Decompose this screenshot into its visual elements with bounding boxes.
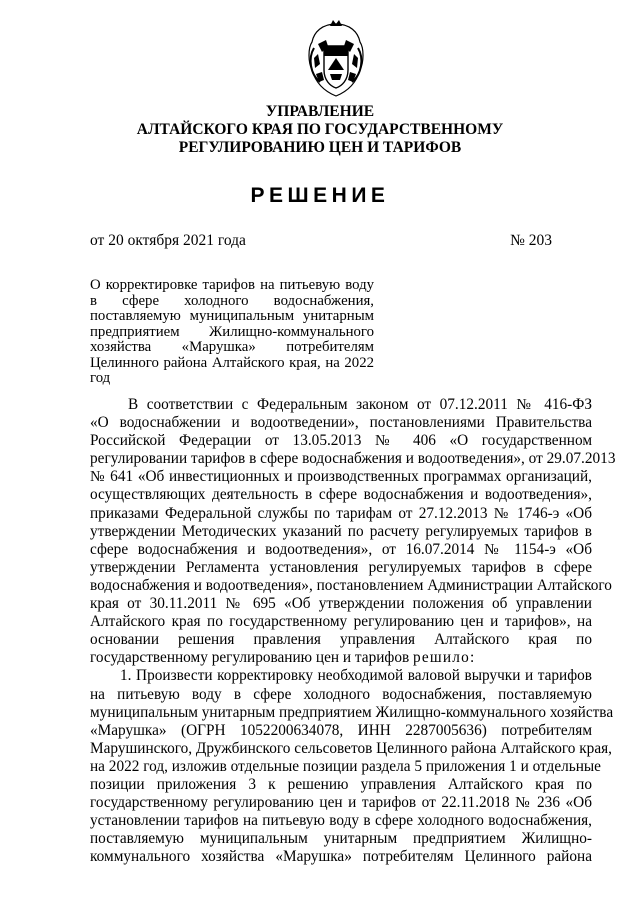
document-type-title: РЕШЕНИЕ: [250, 184, 390, 207]
resolution-word: решило: [413, 649, 470, 667]
body-line: В соответствии с Федеральным законом от 07.12.2011 № 416-ФЗ: [128, 396, 592, 413]
body-line: Российской Федерации от 13.05.2013 № 406 «О государственном: [90, 432, 592, 450]
body-line: позиции приложения 3 к решению управления Алтайского края по: [90, 775, 592, 793]
body-line: муниципальным унитарным предприятием Жилищно-коммунального хозяйства: [90, 703, 614, 721]
body-line: основании решения правления управления Алтайского края по: [90, 631, 592, 649]
body-line: на 2022 год, изложив отдельные позиции раздела 5 приложения 1 и отдельные: [90, 757, 601, 775]
document-number: № 203: [510, 232, 552, 249]
body-line: водоснабжения и водоотведения», постановлением Администрации Алтайского: [90, 576, 612, 594]
organization-line-1: УПРАВЛЕНИЕ: [265, 103, 375, 120]
decision-body-text: [90, 396, 616, 866]
subject-line: хозяйства «Марушка» потребителям: [90, 339, 374, 355]
body-line: «О водоснабжении и водоотведении», постановлениями Правительства: [90, 414, 592, 432]
body-line-resolution: [90, 649, 592, 667]
body-line: сфере водоснабжения и водоотведения», от 16.07.2014 № 1154-э «Об: [90, 540, 592, 558]
subject-line: Целинного района Алтайского края, на 2022: [90, 354, 374, 371]
body-line: Марушинского, Дружбинского сельсоветов Целинного района Алтайского края,: [90, 739, 612, 757]
body-line: приказами Федеральной службы по тарифам от 27.12.2013 № 1746-э «Об: [90, 504, 592, 522]
organization-line-3: РЕГУЛИРОВАНИЮ ЦЕН И ТАРИФОВ: [178, 139, 462, 156]
body-line: Алтайского края по государственному регулированию цен и тарифов», на: [90, 613, 592, 631]
body-line: на питьевую воду в сфере холодного водоснабжения, поставляемую: [90, 685, 592, 703]
body-line: утверждении Регламента установления регулируемых тарифов в сфере: [90, 558, 592, 576]
organization-name: [120, 103, 520, 157]
body-line: утверждении Методических указаний по расчету регулируемых тарифов в: [90, 522, 592, 540]
subject-line: О корректировке тарифов на питьевую воду: [90, 277, 374, 293]
decision-subject: [90, 278, 374, 387]
body-line: «Марушка» (ОГРН 1052200634078, ИНН 2287005636) потребителям: [90, 721, 592, 739]
body-line: 1. Произвести корректировку необходимой валовой выручки и тарифов: [120, 667, 592, 685]
subject-line: год: [90, 370, 111, 386]
document-date: от 20 октября 2021 года: [90, 232, 246, 249]
body-line: № 641 «Об инвестиционных и производственных программах организаций,: [90, 468, 592, 486]
body-line: коммунального хозяйства «Марушка» потребителям Целинного района: [90, 848, 592, 866]
body-line: государственному регулированию цен и тарифов от 22.11.2018 № 236 «Об: [90, 794, 592, 812]
body-line: осуществляющих деятельность в сфере водоснабжения и водоотведения»,: [90, 486, 592, 504]
body-line: края от 30.11.2011 № 695 «Об утверждении положения об управлении: [90, 595, 592, 613]
body-line-text: государственному регулированию цен и тарифов: [90, 649, 410, 667]
resolution-colon: :: [469, 649, 475, 667]
body-line: поставляемую муниципальным унитарным предприятием Жилищно-: [90, 830, 592, 848]
subject-line: поставляемую муниципальным унитарным: [90, 308, 374, 324]
body-line: регулировании тарифов в сфере водоснабжения и водоотведения», от 29.07.2013: [90, 450, 616, 468]
subject-line: в сфере холодного водоснабжения,: [90, 292, 374, 309]
altai-coat-of-arms-emblem: [300, 18, 372, 98]
body-line: установлении тарифов на питьевую воду в сфере холодного водоснабжения,: [90, 812, 592, 830]
subject-line: предприятием Жилищно-коммунального: [90, 323, 374, 340]
organization-line-2: АЛТАЙСКОГО КРАЯ ПО ГОСУДАРСТВЕННОМУ: [136, 121, 504, 138]
